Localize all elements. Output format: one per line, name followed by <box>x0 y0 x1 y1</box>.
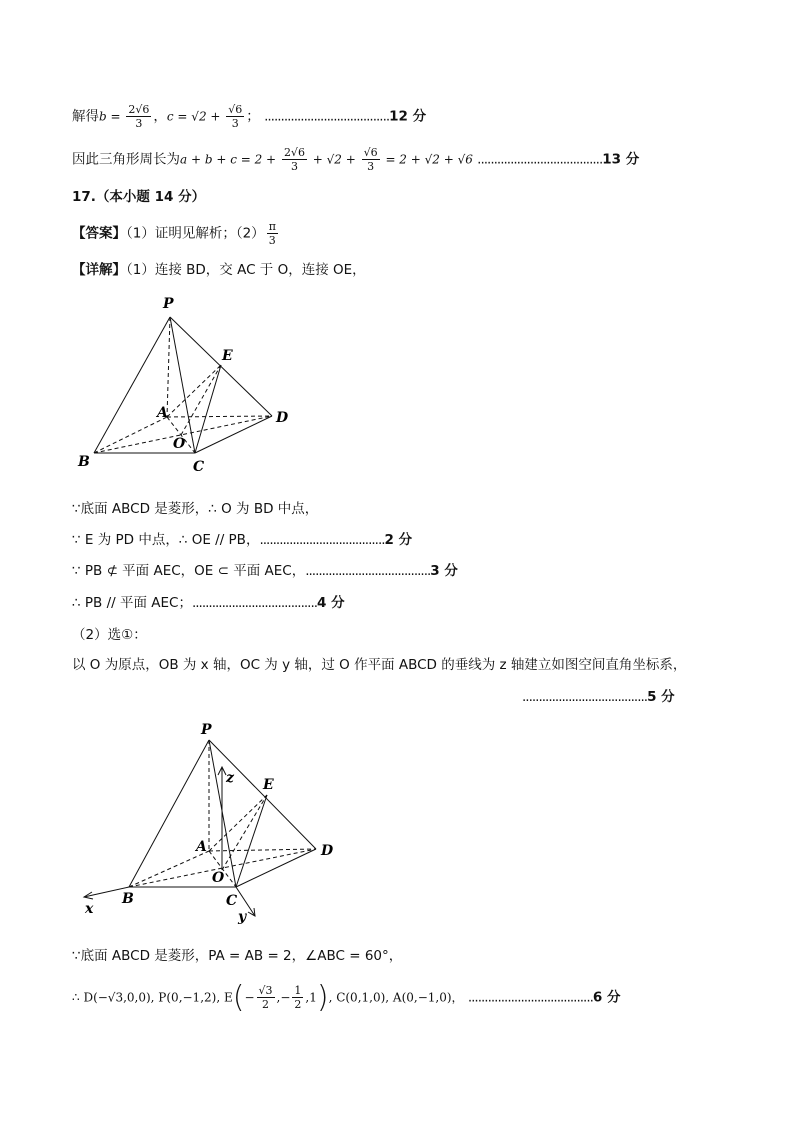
perimeter-fraction-1 <box>282 146 307 173</box>
b-var: b <box>99 109 107 124</box>
perimeter-expr-2: + √2 + <box>308 152 360 167</box>
perimeter-expr-1: a + b + c = 2 + <box>180 152 280 167</box>
solve-prefix: 解得 <box>72 108 99 125</box>
label-D: D <box>321 843 334 859</box>
left-paren: ( <box>232 980 245 1015</box>
pi-numerator: π <box>268 220 276 233</box>
step-text: ∵底面 ABCD 是菱形，∴ O 为 BD 中点， <box>72 501 319 517</box>
label-y: y <box>238 909 247 925</box>
e-x-fraction <box>257 984 275 1011</box>
end-mark: ； <box>246 108 260 125</box>
b-fraction <box>126 103 151 130</box>
label-E: E <box>222 348 233 364</box>
question-17-title: 17.（本小题 14 分） <box>72 189 206 205</box>
c-fraction <box>226 103 244 130</box>
step-4 <box>72 591 345 611</box>
label-P: P <box>163 296 174 312</box>
fraction-numerator: √6 <box>363 146 378 159</box>
label-B: B <box>78 454 90 470</box>
coord-system-text: 以 O 为原点，OB 为 x 轴，OC 为 y 轴，过 O 作平面 ABCD 的垂线为 z 轴建立如图空间直角坐标系， <box>72 657 687 673</box>
c-expression: c = √2 + <box>166 109 225 124</box>
fraction-denominator: 3 <box>367 160 375 173</box>
score-13: 13 分 <box>602 151 640 168</box>
fraction-numerator: 2√6 <box>283 146 305 159</box>
label-O: O <box>173 436 186 452</box>
label-E: E <box>263 777 274 793</box>
score-2: 2 分 <box>384 532 413 548</box>
detail-tag: 【详解】 <box>72 262 126 278</box>
eq-sign: = <box>106 109 125 124</box>
coord-score-line <box>522 685 675 705</box>
score-4: 4 分 <box>317 595 345 611</box>
perimeter-fraction-2 <box>362 146 380 173</box>
e-x-numerator: √3 <box>258 984 273 997</box>
step-text: ∵ PB ⊄ 平面 AEC，OE ⊂ 平面 AEC， <box>72 563 306 579</box>
e-x-denominator: 2 <box>262 998 269 1011</box>
coordinates-line: ∴ D(−√3,0,0), P(0,−1,2), E(− $\frac{√3}{2}$ ,− $\frac{1}{2}$ ,1), C(0,1,0), A(0,−1,0)， ......................................6 分 <box>72 980 621 1015</box>
c-numerator: √6 <box>228 103 243 116</box>
pyramid-figure-1 <box>70 290 300 480</box>
step-3 <box>72 559 458 579</box>
leader-dots: ...................................... <box>467 989 593 1006</box>
c-denominator: 3 <box>231 117 239 130</box>
part2-head: （2）选①： <box>72 627 147 643</box>
leader-dots: ...................................... <box>305 563 431 579</box>
e-y-numerator: 1 <box>294 984 302 997</box>
rhombus-condition-line: ∵底面 ABCD 是菱形，PA = AB = 2，∠ABC = 60°， <box>72 948 403 964</box>
pyramid-figure-2 <box>70 715 350 930</box>
perimeter-prefix: 因此三角形周长为 <box>72 151 180 168</box>
b-denominator: 3 <box>135 117 143 130</box>
fraction-denominator: 3 <box>290 160 298 173</box>
label-x: x <box>85 901 94 917</box>
coords-part-a: ∴ D(−√3,0,0), P(0,−1,2), E <box>72 990 233 1005</box>
label-C: C <box>193 459 205 475</box>
solve-line <box>72 103 426 130</box>
label-O: O <box>212 870 225 886</box>
leader-dots: ...................................... <box>191 595 318 611</box>
label-C: C <box>226 893 238 909</box>
leader-dots: ...................................... <box>522 689 648 705</box>
label-B: B <box>122 891 134 907</box>
label-A: A <box>157 405 168 421</box>
b-numerator: 2√6 <box>128 103 150 116</box>
pi-denominator: 3 <box>268 234 276 247</box>
leader-dots: ...................................... <box>259 532 385 548</box>
score-5: 5 分 <box>647 689 675 705</box>
pi-fraction <box>267 220 278 247</box>
e-y-fraction <box>292 984 303 1011</box>
e-y-denominator: 2 <box>294 998 302 1011</box>
leader-dots: ...................................... <box>264 108 390 125</box>
perimeter-line <box>72 146 639 173</box>
step-text: ∴ PB // 平面 AEC； <box>72 595 192 611</box>
perimeter-expr-3: = 2 + √2 + √6 <box>381 152 473 167</box>
label-P: P <box>201 722 212 738</box>
step-2 <box>72 528 412 548</box>
answer-tag: 【答案】 <box>72 225 126 242</box>
coords-part-b: , C(0,1,0), A(0,−1,0)， <box>328 990 464 1005</box>
step-text: ∵ E 为 PD 中点，∴ OE // PB， <box>72 532 260 548</box>
detail-line <box>72 258 366 278</box>
separator: ， <box>153 108 167 125</box>
answer-text: （1）证明见解析；（2） <box>126 225 265 242</box>
leader-dots: ...................................... <box>477 151 603 168</box>
score-12: 12 分 <box>389 108 427 125</box>
answer-line <box>72 220 280 247</box>
label-z: z <box>226 770 234 786</box>
score-3: 3 分 <box>430 563 458 579</box>
label-A: A <box>196 839 207 855</box>
label-D: D <box>276 410 289 426</box>
right-paren: ) <box>316 980 329 1015</box>
score-6: 6 分 <box>592 989 621 1006</box>
detail-text: （1）连接 BD，交 AC 于 O，连接 OE， <box>126 262 366 278</box>
step-1 <box>72 497 318 517</box>
